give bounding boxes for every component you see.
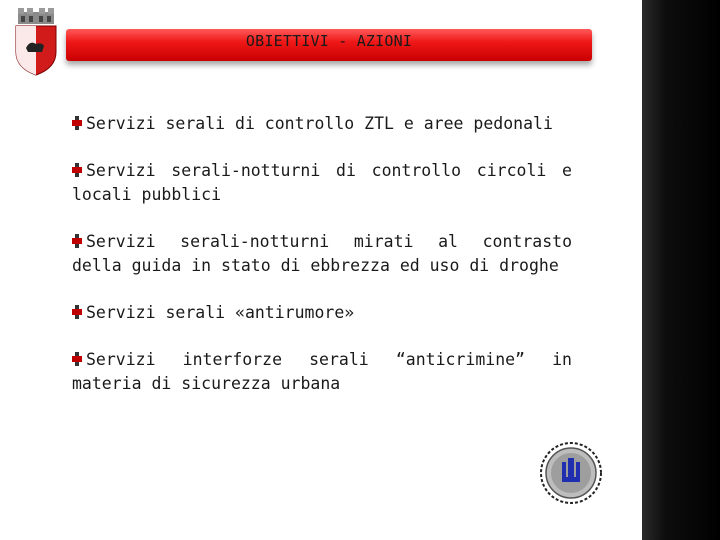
list-item: [72, 112, 572, 136]
side-bar: [642, 0, 720, 540]
bullet-icon: [72, 116, 82, 130]
bullet-icon: [72, 352, 82, 366]
title-banner: [66, 29, 592, 61]
item-text: Servizi serali-notturni di controllo circoli e locali pubblici: [72, 161, 572, 204]
item-text: Servizi interforze serali “anticrimine” in materia di sicurezza urbana: [72, 350, 572, 393]
police-badge-icon: [540, 442, 602, 504]
list-item: [72, 348, 572, 396]
page-title: OBIETTIVI - AZIONI: [245, 32, 413, 50]
item-text: Servizi serali-notturni mirati al contrasto della guida in stato di ebbrezza ed uso di droghe: [72, 232, 572, 275]
list-item: [72, 159, 572, 207]
objectives-list: [72, 112, 572, 396]
bullet-icon: [72, 305, 82, 319]
item-text: Servizi serali «antirumore»: [86, 303, 355, 322]
bullet-icon: [72, 234, 82, 248]
list-item: [72, 230, 572, 278]
list-item: [72, 301, 572, 325]
item-text: Servizi serali di controllo ZTL e aree pedonali: [86, 114, 553, 133]
bullet-icon: [72, 163, 82, 177]
coat-of-arms-icon: [12, 8, 60, 76]
